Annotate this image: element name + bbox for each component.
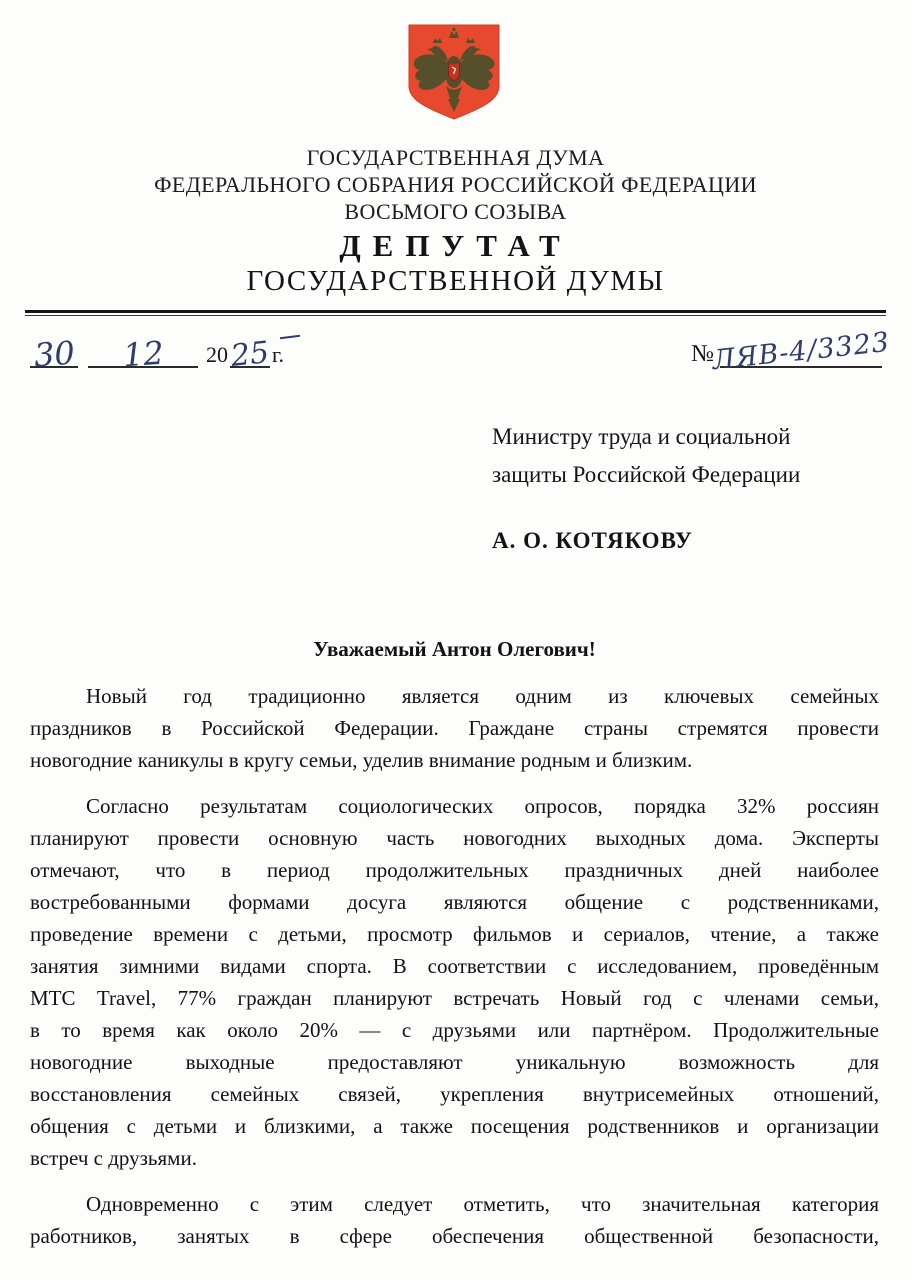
reference-row xyxy=(30,326,892,377)
body-line: новогодние выходные предоставляют уникальную возможность для xyxy=(30,1050,879,1074)
letterhead-org-block xyxy=(0,144,911,225)
handwritten-overline-mark xyxy=(280,335,300,339)
letter-body xyxy=(30,632,879,1252)
paragraph-2 xyxy=(30,790,879,1174)
recipient-block xyxy=(492,418,800,560)
date-month-blank xyxy=(88,332,198,375)
body-line: Новый год традиционно является одним из ключевых семейных xyxy=(86,684,879,708)
body-line: проведение времени с детьми, просмотр фильмов и сериалов, чтение, а также xyxy=(30,922,879,946)
body-line: Согласно результатам социологических опросов, порядка 32% россиян xyxy=(86,794,879,818)
salutation: Уважаемый Антон Олегович! xyxy=(313,637,596,661)
body-line: востребованными формами досуга являются общение с родственниками, xyxy=(30,890,879,914)
recipient-position-line-2: защиты Российской Федерации xyxy=(492,462,801,487)
org-name-line-3: ВОСЬМОГО СОЗЫВА xyxy=(344,199,567,224)
outgoing-number-field xyxy=(691,326,892,377)
body-line: Одновременно с этим следует отметить, что значительная категория xyxy=(86,1192,879,1216)
body-line: МТС Travel, 77% граждан планируют встречать Новый год с членами семьи, xyxy=(30,986,879,1010)
sender-title: ДЕПУТАТ xyxy=(339,228,572,263)
handwritten-year: 25 xyxy=(229,335,271,374)
sender-title-block xyxy=(0,228,911,298)
date-day-blank xyxy=(30,332,78,375)
body-line: в то время как около 20% — с друзьями или партнёром. Продолжительные xyxy=(30,1018,879,1042)
body-line: занятия зимними видами спорта. В соответствии с исследованием, проведённым xyxy=(30,954,879,978)
recipient-position-line-1: Министру труда и социальной xyxy=(492,424,791,449)
letterhead-divider xyxy=(25,310,886,316)
paragraph-3 xyxy=(30,1188,879,1252)
handwritten-number: ЛЯВ-4/3323 xyxy=(710,326,892,377)
number-label: № xyxy=(691,341,714,367)
handwritten-month: 12 xyxy=(121,333,165,375)
body-line: отмечают, что в период продолжительных праздничных дней наиболее xyxy=(30,858,879,882)
handwritten-day: 30 xyxy=(32,333,76,375)
body-line: планируют провести основную часть новогодних выходных дома. Эксперты xyxy=(30,826,879,850)
body-line: встреч с друзьями. xyxy=(30,1146,197,1170)
date-year-blank xyxy=(229,332,271,374)
sender-subtitle: ГОСУДАРСТВЕННОЙ ДУМЫ xyxy=(246,265,665,297)
paragraph-1 xyxy=(30,680,879,776)
number-blank xyxy=(710,326,892,377)
body-line: работников, занятых в сфере обеспечения общественной безопасности, xyxy=(30,1224,879,1248)
org-name-line-1: ГОСУДАРСТВЕННАЯ ДУМА xyxy=(306,145,605,170)
body-line: общения с детьми и близкими, а также посещения родственников и организации xyxy=(30,1114,879,1138)
recipient-name: А. О. КОТЯКОВУ xyxy=(492,528,693,553)
printed-century: 20 xyxy=(206,342,228,367)
date-field xyxy=(30,332,285,375)
russia-coat-of-arms-icon xyxy=(402,22,506,123)
printed-year-suffix: г. xyxy=(272,343,284,367)
body-line: восстановления семейных связей, укрепления внутрисемейных отношений, xyxy=(30,1082,879,1106)
body-line: праздников в Российской Федерации. Граждане страны стремятся провести xyxy=(30,716,879,740)
body-line: новогодние каникулы в кругу семьи, уделив внимание родным и близким. xyxy=(30,748,693,772)
org-name-line-2: ФЕДЕРАЛЬНОГО СОБРАНИЯ РОССИЙСКОЙ ФЕДЕРАЦИИ xyxy=(154,172,757,197)
